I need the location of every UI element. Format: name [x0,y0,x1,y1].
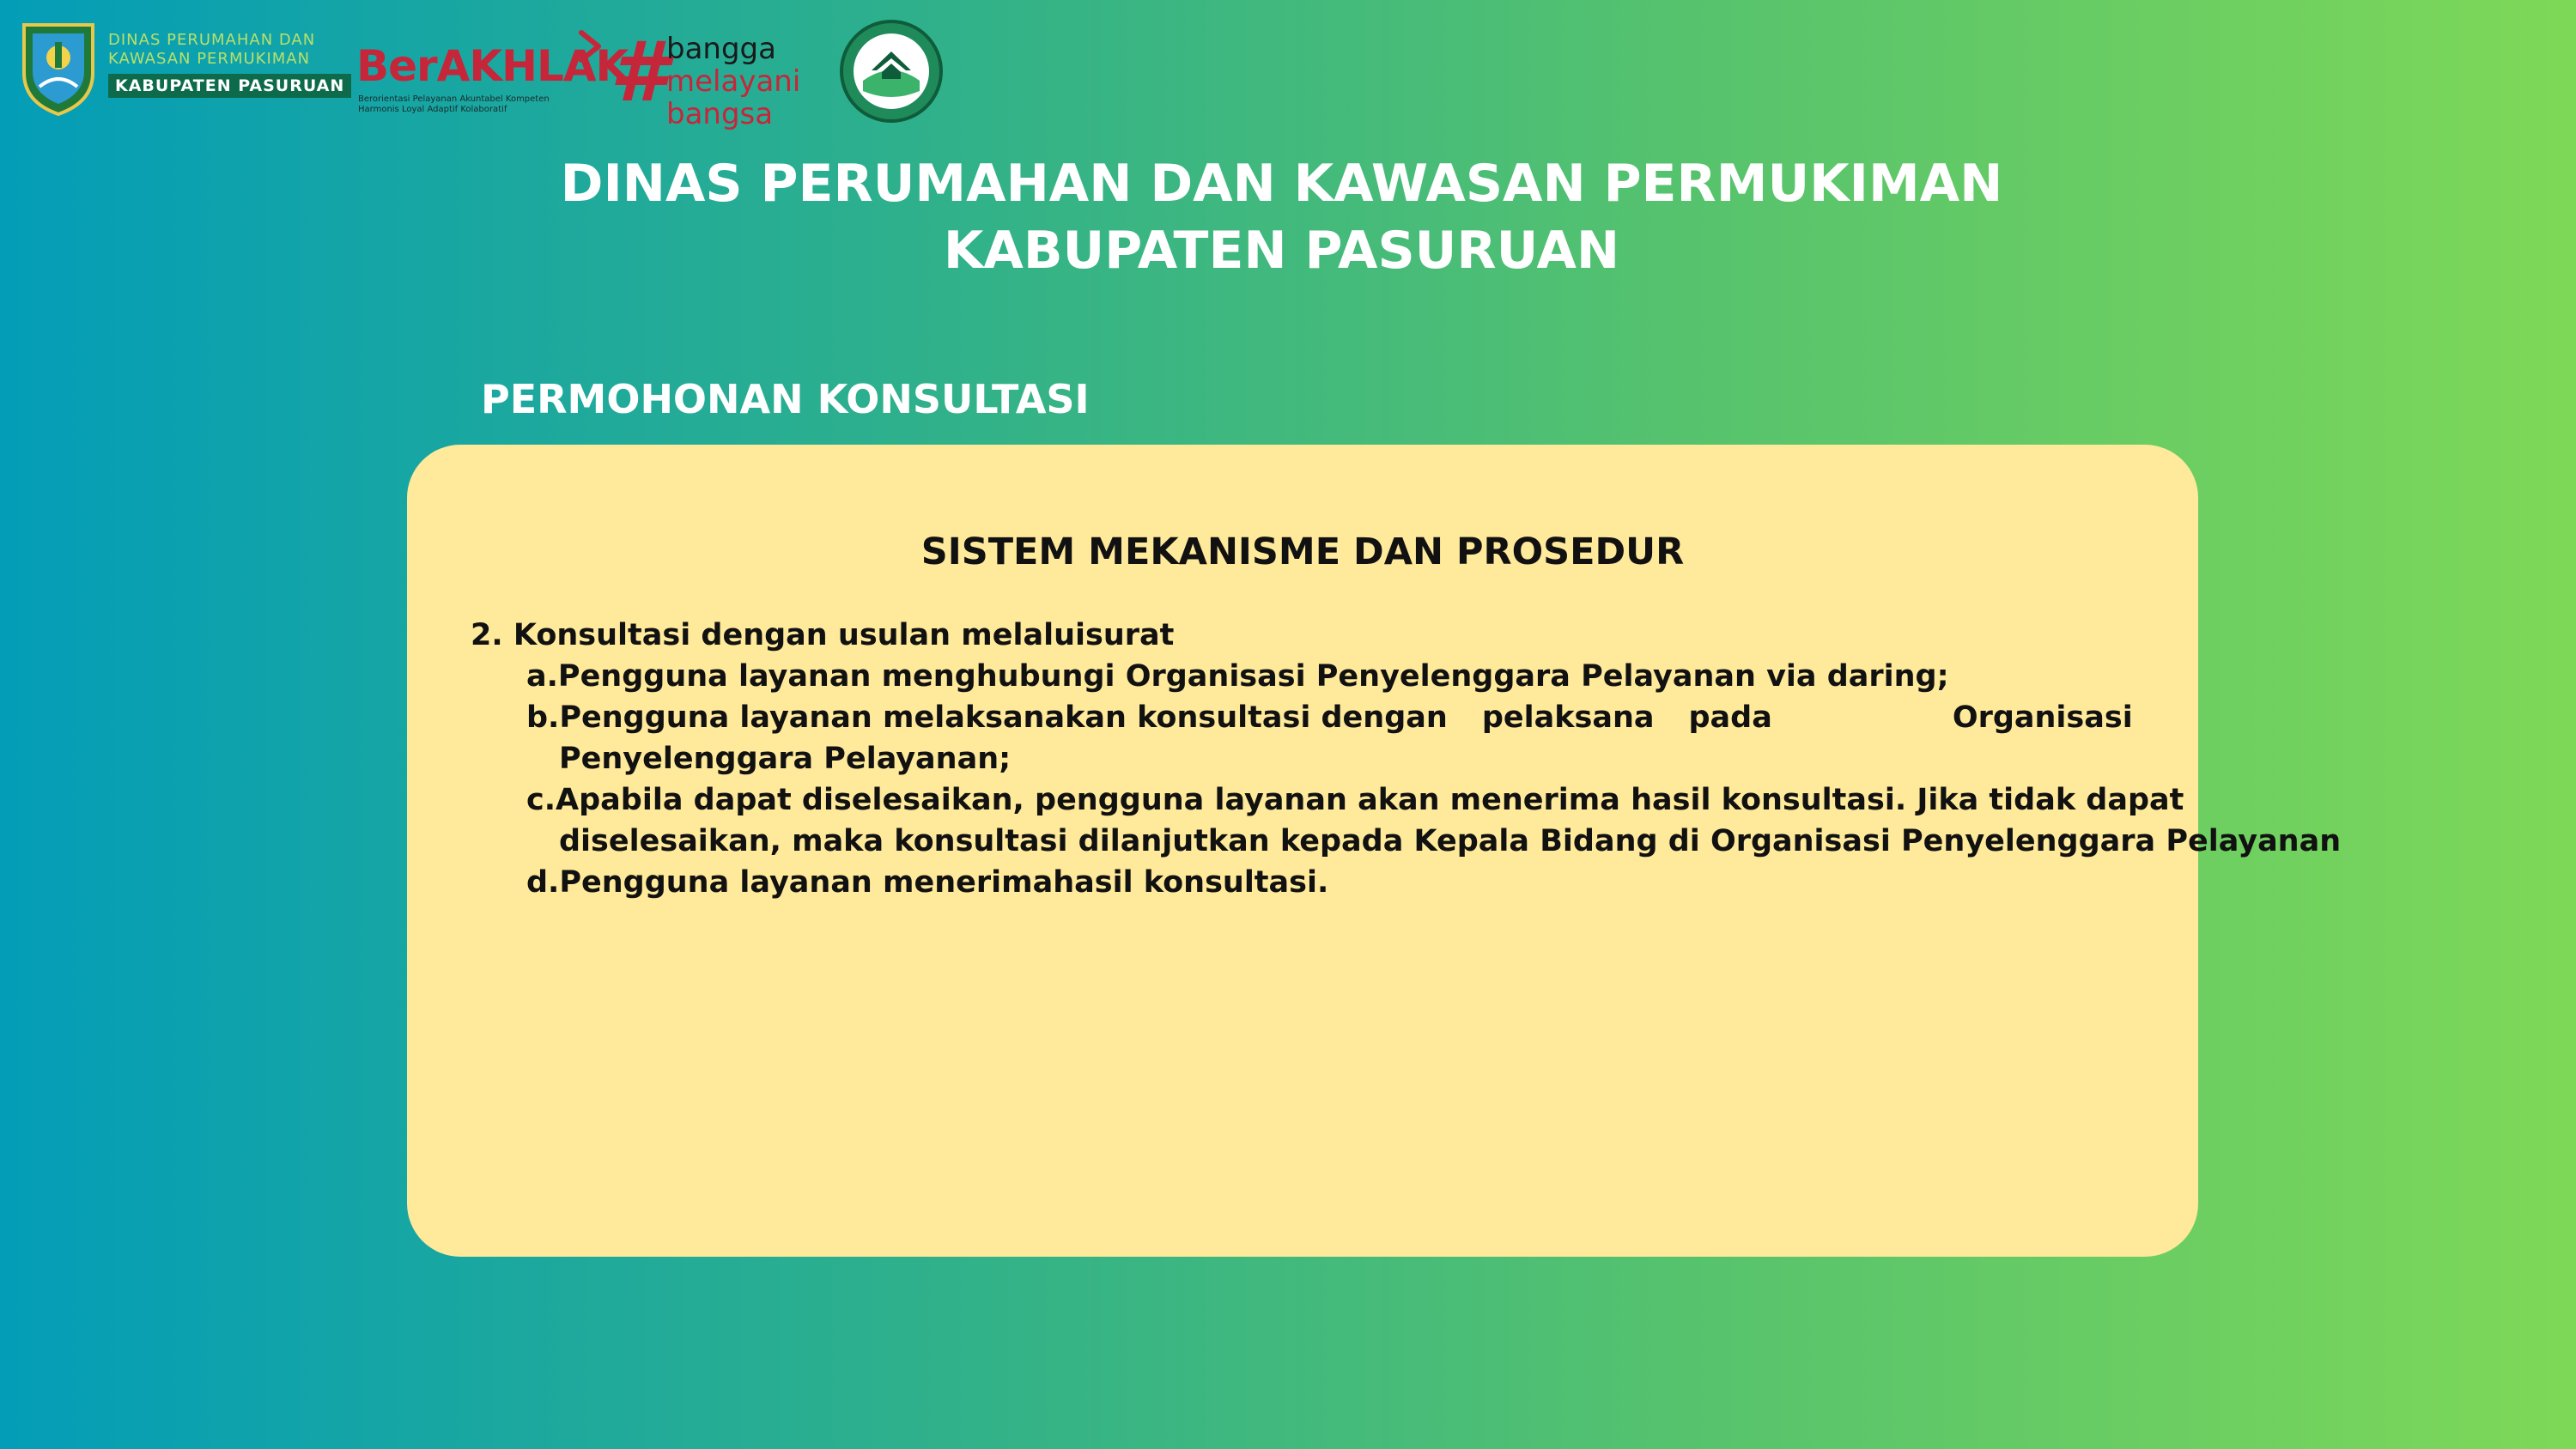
perkim-seal-icon [837,17,945,125]
dinas-logo-badge: KABUPATEN PASURUAN [108,74,351,98]
hashtag-icon: # [610,24,667,120]
step-continuation: Penyelenggara Pelayanan; [559,742,1012,776]
logo-bar [17,15,962,131]
berakhlak-chevron-icon [578,29,604,64]
bangga-melayani-bangsa-logo [610,26,816,129]
procedure-step-b [471,697,2171,779]
bangga-line: bangga [666,32,776,66]
step-text: Organisasi [1952,700,2133,735]
dinas-logo-line: KAWASAN PERMUKIMAN [108,50,311,68]
bangga-line: bangsa [666,97,774,131]
procedure-list [471,615,2342,903]
procedure-step-c [471,779,2342,862]
berakhlak-logo [356,24,629,118]
berakhlak-tagline-line: Harmonis Loyal Adaptif Kolaboratif [358,105,507,114]
card-heading: SISTEM MEKANISME DAN PROSEDUR [920,530,1685,573]
step-continuation: diselesaikan, maka konsultasi dilanjutkan kepada Kepala Bidang di Organisasi Penyelenggara Pelayanan [559,824,2342,858]
step-text: b.Pengguna layanan melaksanakan konsultasi dengan [526,700,1448,735]
dinas-logo-line: DINAS PERUMAHAN DAN [108,31,316,49]
page-title-line: DINAS PERUMAHAN DAN KAWASAN PERMUKIMAN [560,154,2003,214]
step-text: a.Pengguna layanan menghubungi Organisasi Penyelenggara Pelayanan via daring; [526,659,1949,694]
section-title: PERMOHONAN KONSULTASI [481,376,1090,422]
procedure-step-d [471,862,2171,903]
procedure-heading: 2. Konsultasi dengan usulan melaluisurat [471,618,1175,652]
page-title [0,150,2563,284]
berakhlak-tagline [358,94,550,115]
dinas-logo-text [108,31,353,98]
bangga-lines [666,33,800,130]
berakhlak-tagline-line: Berorientasi Pelayanan Akuntabel Kompeten [358,94,550,104]
procedure-card [407,445,2342,1257]
bangga-line: melayani [666,64,801,99]
step-text: d.Pengguna layanan menerimahasil konsultasi. [526,865,1329,900]
step-text: pada [1688,700,1772,735]
step-text: pelaksana [1481,700,1655,735]
kabupaten-pasuruan-emblem-icon [17,20,100,116]
berakhlak-wordmark: BerAKHLAK [356,41,629,91]
procedure-step-a [471,656,2171,697]
step-text: c.Apabila dapat diselesaikan, pengguna layanan akan menerima hasil konsultasi. Jika tidak dapat [526,783,2184,817]
page-title-line: KABUPATEN PASURUAN [943,221,1620,281]
